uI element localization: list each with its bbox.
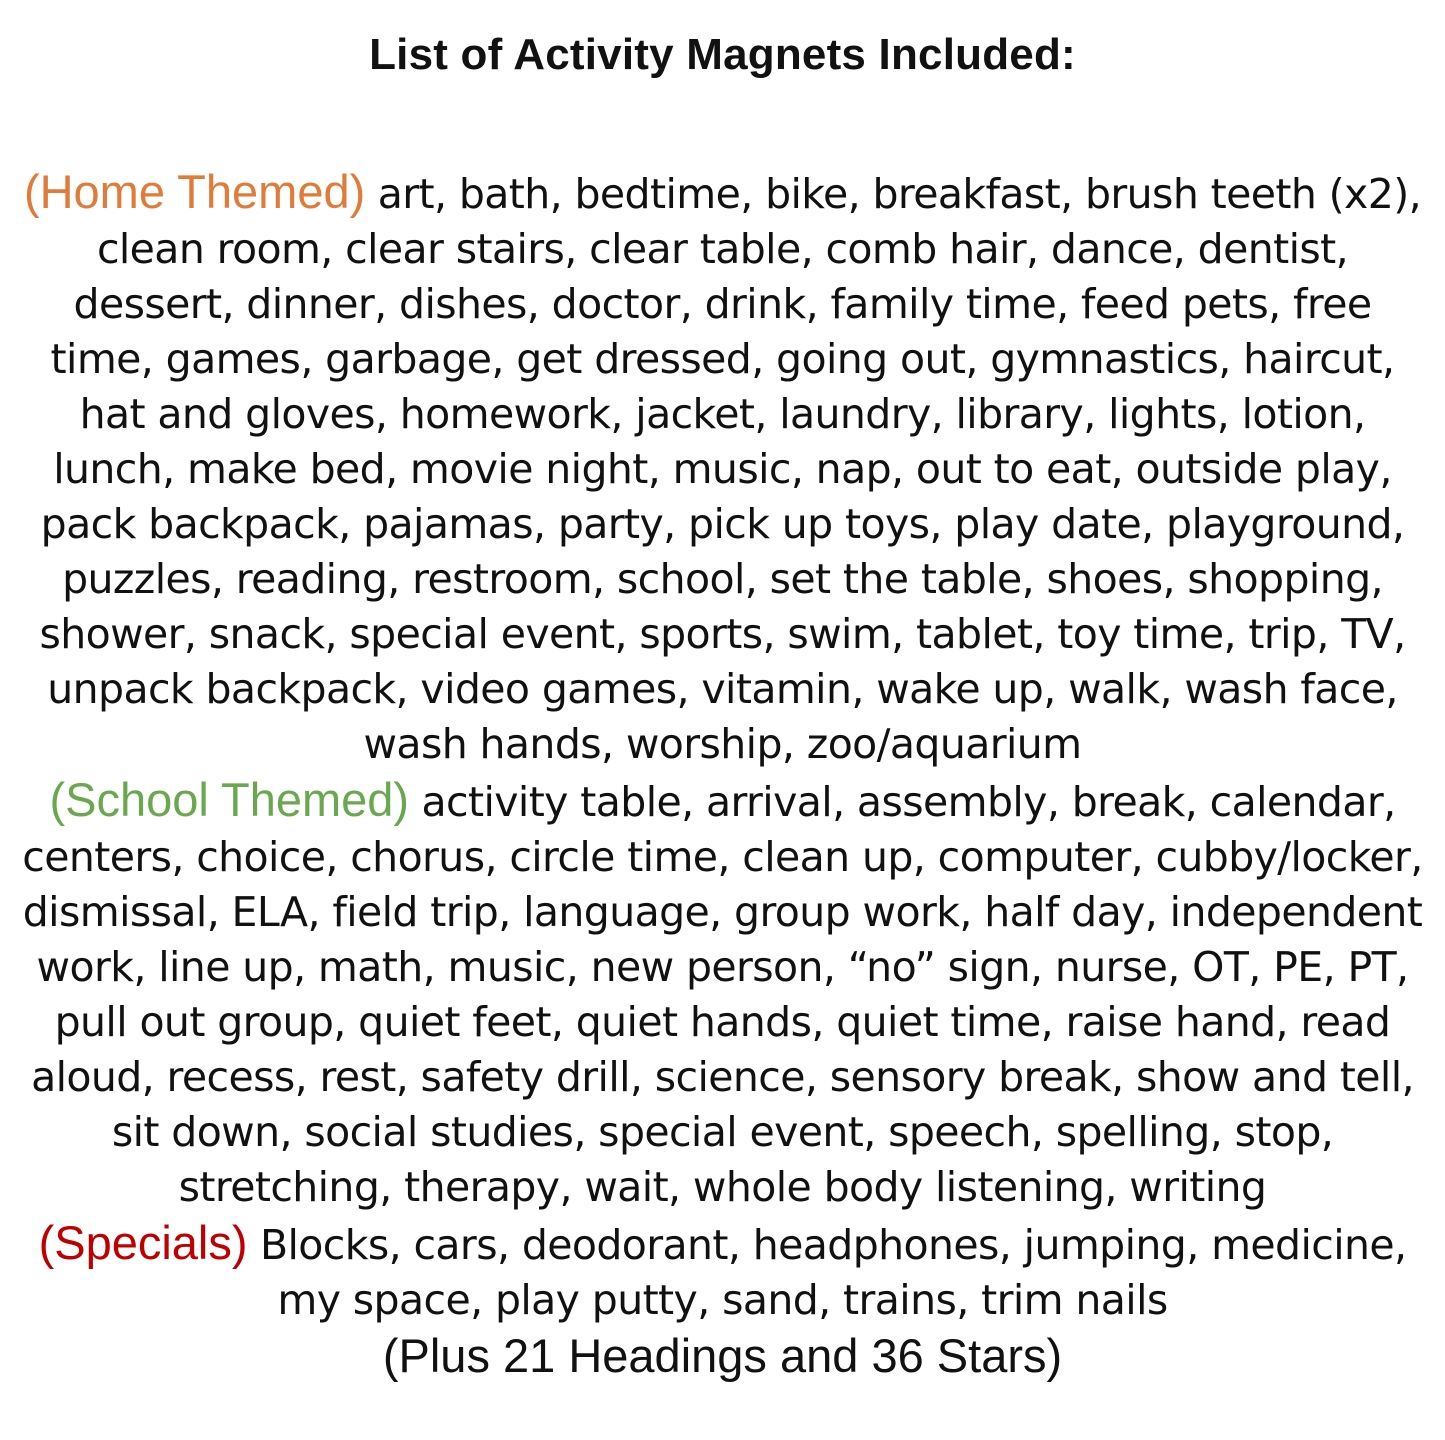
footer-note: (Plus 21 Headings and 36 Stars) bbox=[382, 1329, 1063, 1382]
specials-paragraph bbox=[22, 1215, 1423, 1328]
home-themed-paragraph bbox=[22, 164, 1423, 772]
title-spacer bbox=[22, 84, 1423, 164]
school-themed-items: activity table, arrival, assembly, break, calendar, centers, choice, chorus, circle time, clean up, computer, cubby/locker, dismissal, ELA, field trip, language, group work, half day, independent work, line up, math, music, new person, “no” sign, nurse, OT, PE, PT, pull out group, quiet feet, quiet hands, quiet time, raise hand, read aloud, recess, rest, safety drill, science, sensory break, show and tell, sit down, social studies, special event, speech, spelling, stop, stretching, therapy, wait, whole body listening, writing bbox=[22, 778, 1423, 1211]
home-themed-items: art, bath, bedtime, bike, breakfast, brush teeth (x2), clean room, clear stairs, clear table, comb hair, dance, dentist, dessert, dinner, dishes, doctor, drink, family time, feed pets, free time, games, garbage, get dressed, going out, gymnastics, haircut, hat and gloves, homework, jacket, laundry, library, lights, lotion, lunch, make bed, movie night, music, nap, out to eat, outside play, pack backpack, pajamas, party, pick up toys, play date, playground, puzzles, reading, restroom, school, set the table, shoes, shopping, shower, snack, special event, sports, swim, tablet, toy time, trip, TV, unpack backpack, video games, vitamin, wake up, walk, wash face, wash hands, worship, zoo/aquarium bbox=[39, 170, 1422, 768]
school-themed-paragraph bbox=[22, 772, 1423, 1215]
school-themed-label: (School Themed) bbox=[49, 773, 410, 826]
home-themed-label: (Home Themed) bbox=[23, 165, 366, 218]
specials-items: Blocks, cars, deodorant, headphones, jumping, medicine, my space, play putty, sand, trains, trim nails bbox=[259, 1221, 1407, 1324]
page-title: List of Activity Magnets Included: bbox=[369, 30, 1076, 79]
specials-label: (Specials) bbox=[38, 1216, 248, 1269]
